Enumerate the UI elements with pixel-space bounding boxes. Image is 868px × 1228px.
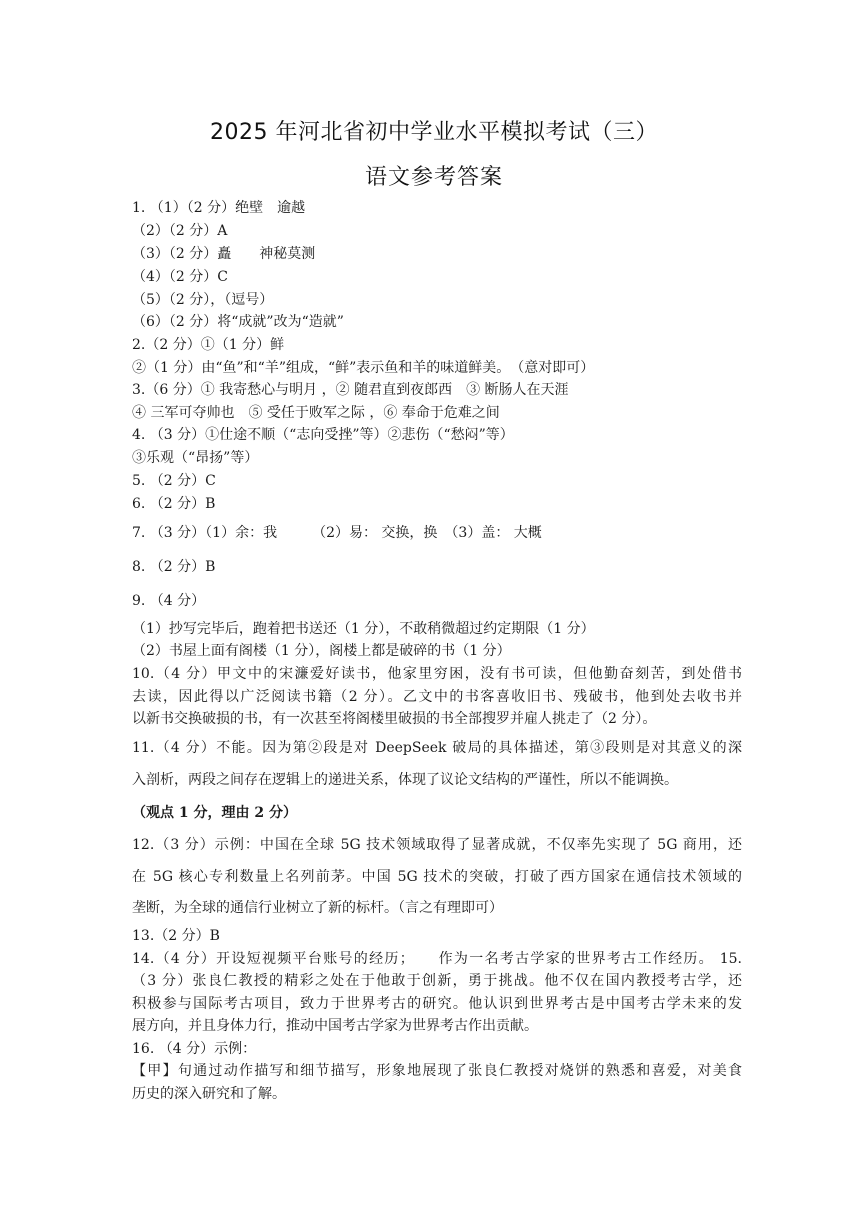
answer-line: （2）（2 分）A xyxy=(132,223,228,239)
answer-line: 垄断，为全球的通信行业树立了新的标杆。（言之有理即可） xyxy=(132,900,503,916)
answer-line: 7. （3 分）（1）余：我 （2）易： 交换，换 （3）盖： 大概 xyxy=(132,525,542,541)
answer-line: 入剖析，两段之间存在逻辑上的递进关系，体现了议论文结构的严谨性，所以不能调换。 xyxy=(132,772,678,788)
answer-line: （1）抄写完毕后，跑着把书送还（1 分），不敢稍微超过约定期限（1 分） xyxy=(132,621,595,637)
answer-line: 积极参与国际考古项目，致力于世界考古的研究。他认识到世界考古是中国考古学未来的发 xyxy=(132,996,742,1012)
answer-line: ④ 三军可夺帅也 ⑤ 受任于败军之际 ，⑥ 奉命于危难之间 xyxy=(132,405,500,421)
answer-line: 12.（3 分）示例：中国在全球 5G 技术领域取得了显著成就，不仅率先实现了 5G 商用，还 xyxy=(132,837,742,853)
answer-line: 以新书交换破损的书，有一次甚至将阁楼里破损的书全部搜罗并雇人挑走了（2 分）。 xyxy=(132,711,657,727)
answer-line: 1. （1）（2 分）绝壁 逾越 xyxy=(132,200,306,216)
answer-line: 5. （2 分）C xyxy=(132,473,216,489)
answer-line: 6. （2 分）B xyxy=(132,496,216,512)
answer-line: 3.（6 分）① 我寄愁心与明月 ，② 随君直到夜郎西 ③ 断肠人在天涯 xyxy=(132,382,569,398)
answer-line: 8. （2 分）B xyxy=(132,559,216,575)
answer-line: （4）（2 分）C xyxy=(132,269,228,285)
answer-line: ②（1 分）由“鱼”和“羊”组成，“鲜”表示鱼和羊的味道鲜美。 （意对即可） xyxy=(132,360,595,376)
answer-line: （6）（2 分）将“成就”改为“造就” xyxy=(132,314,344,330)
answer-line: 展方向，并且身体力行，推动中国考古学家为世界考古作出贡献。 xyxy=(132,1018,538,1034)
answer-line: 【甲】句通过动作描写和细节描写，形象地展现了张良仁教授对烧饼的熟悉和喜爱，对美食 xyxy=(132,1063,742,1079)
answer-line: （5）（2 分），（逗号） xyxy=(132,292,274,308)
answer-line: 16. （4 分）示例： xyxy=(132,1041,257,1057)
answer-line: 9. （4 分） xyxy=(132,593,206,609)
answer-line: （3）（2 分）矗 神秘莫测 xyxy=(132,246,316,262)
answer-line: 去读，因此得以广泛阅读书籍（2 分）。乙文中的书客喜收旧书、残破书，他到处去收书并 xyxy=(132,689,742,705)
answer-line: （观点 1 分，理由 2 分） xyxy=(132,805,297,821)
answer-line: ③乐观（“昂扬”等） xyxy=(132,450,259,466)
answer-line: 2.（2 分）①（1 分）鲜 xyxy=(132,337,285,353)
page-title: 2025 年河北省初中学业水平模拟考试（三） xyxy=(210,120,658,145)
answer-line: 13.（2 分）B xyxy=(132,928,220,944)
answer-line: 在 5G 核心专利数量上名列前茅。中国 5G 技术的突破，打破了西方国家在通信技术领域的 xyxy=(132,869,742,885)
answer-line: 4. （3 分）①仕途不顺（“志向受挫”等）②悲伤（“愁闷”等） xyxy=(132,427,514,443)
answer-line: 11.（4 分）不能。因为第②段是对 DeepSeek 破局的具体描述，第③段则是对其意义的深 xyxy=(132,740,742,756)
answer-line: （2）书屋上面有阁楼（1 分），阁楼上都是破碎的书（1 分） xyxy=(132,643,511,659)
answer-line: 14.（4 分）开设短视频平台账号的经历； 作为一名考古学家的世界考古工作经历。 15. xyxy=(132,951,742,967)
answer-line: （3 分）张良仁教授的精彩之处在于他敢于创新，勇于挑战。他不仅在国内教授考古学，还 xyxy=(132,973,742,989)
answer-line: 10.（4 分）甲文中的宋濂爱好读书，他家里穷困，没有书可读，但他勤奋刻苦，到处借书 xyxy=(132,666,742,682)
page-subtitle: 语文参考答案 xyxy=(364,165,503,190)
answer-line: 历史的深入研究和了解。 xyxy=(132,1086,286,1102)
